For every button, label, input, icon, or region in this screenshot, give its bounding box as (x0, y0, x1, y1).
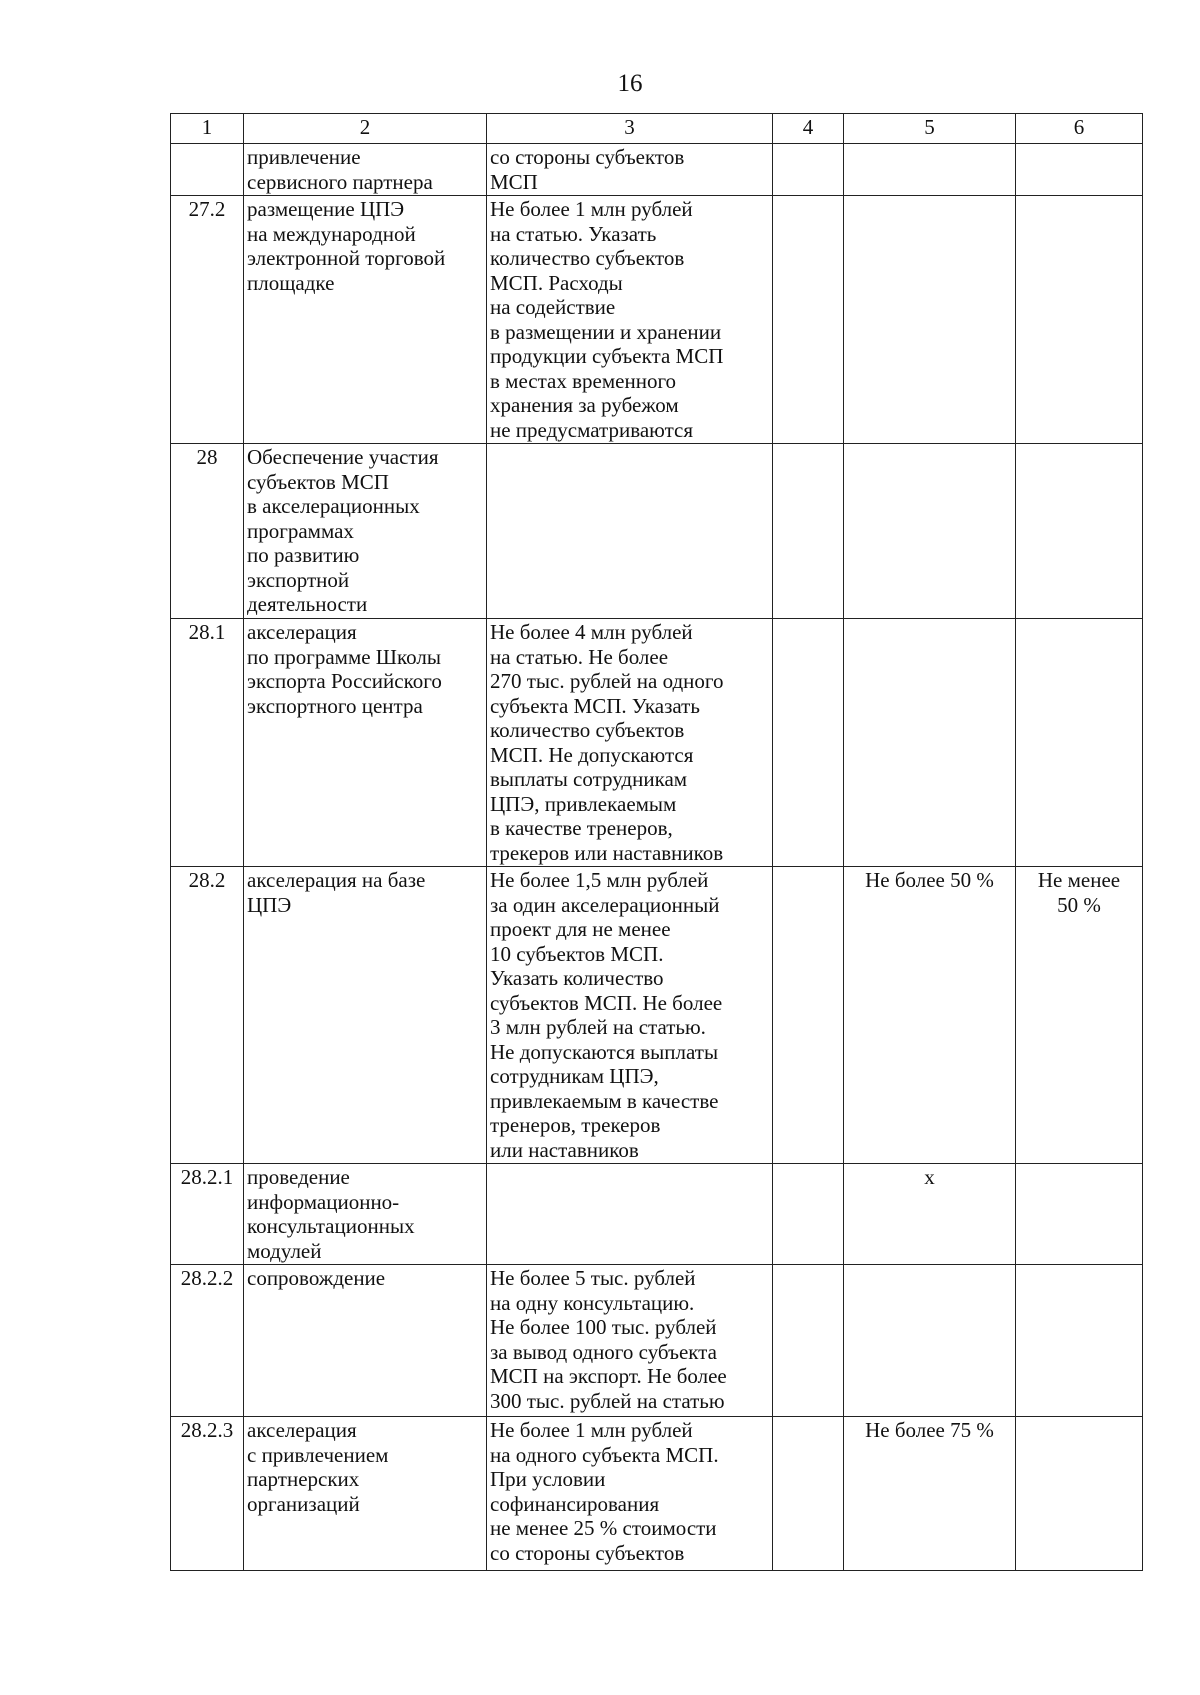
row-col6: Не менее 50 % (1016, 867, 1143, 1164)
row-col6 (1016, 1164, 1143, 1265)
row-number (171, 144, 244, 196)
row-col6 (1016, 619, 1143, 867)
row-col6 (1016, 196, 1143, 444)
row-conditions: Не более 5 тыс. рублей на одну консультацию. Не более 100 тыс. рублей за вывод одного субъекта МСП на экспорт. Не более 300 тыс. рублей на статью (487, 1265, 773, 1417)
table-header-row (171, 114, 1143, 144)
table-row (171, 1164, 1143, 1265)
column-header: 1 (171, 114, 244, 144)
row-number: 27.2 (171, 196, 244, 444)
row-conditions (487, 444, 773, 619)
table-row (171, 1265, 1143, 1417)
row-col4 (773, 1417, 844, 1571)
row-col5 (844, 1265, 1016, 1417)
row-col5 (844, 196, 1016, 444)
row-conditions: Не более 1,5 млн рублей за один акселерационный проект для не менее 10 субъектов МСП. Указать количество субъектов МСП. Не более 3 млн рублей на статью. Не допускаются выплаты сотрудникам ЦПЭ, привлекаемым в качестве тренеров, трекеров или наставников (487, 867, 773, 1164)
table-row (171, 867, 1143, 1164)
table-row (171, 444, 1143, 619)
row-conditions: Не более 4 млн рублей на статью. Не более 270 тыс. рублей на одного субъекта МСП. Указать количество субъектов МСП. Не допускаются выплаты сотрудникам ЦПЭ, привлекаемым в качестве тренеров, трекеров или наставников (487, 619, 773, 867)
row-number: 28.2.3 (171, 1417, 244, 1571)
table-row (171, 144, 1143, 196)
row-col4 (773, 196, 844, 444)
column-header: 5 (844, 114, 1016, 144)
row-number: 28.2 (171, 867, 244, 1164)
row-col5 (844, 619, 1016, 867)
row-number: 28.2.2 (171, 1265, 244, 1417)
row-name: акселерация по программе Школы экспорта Российского экспортного центра (244, 619, 487, 867)
row-col5 (844, 444, 1016, 619)
table-row (171, 1417, 1143, 1571)
row-col5 (844, 144, 1016, 196)
row-col5: Не более 50 % (844, 867, 1016, 1164)
row-name: размещение ЦПЭ на международной электронной торговой площадке (244, 196, 487, 444)
row-conditions: Не более 1 млн рублей на одного субъекта МСП. При условии софинансирования не менее 25 % стоимости со стороны субъектов (487, 1417, 773, 1571)
row-col4 (773, 444, 844, 619)
row-name: Обеспечение участия субъектов МСП в акселерационных программах по развитию экспортной деятельности (244, 444, 487, 619)
row-conditions: Не более 1 млн рублей на статью. Указать количество субъектов МСП. Расходы на содействие в размещении и хранении продукции субъекта МСП в местах временного хранения за рубежом не предусматриваются (487, 196, 773, 444)
row-col4 (773, 867, 844, 1164)
row-number: 28.2.1 (171, 1164, 244, 1265)
row-col4 (773, 144, 844, 196)
row-conditions: со стороны субъектов МСП (487, 144, 773, 196)
row-number: 28 (171, 444, 244, 619)
row-name: привлечение сервисного партнера (244, 144, 487, 196)
column-header: 2 (244, 114, 487, 144)
column-header: 3 (487, 114, 773, 144)
page-number: 16 (617, 70, 643, 97)
row-col4 (773, 1164, 844, 1265)
column-header: 6 (1016, 114, 1143, 144)
row-col4 (773, 619, 844, 867)
row-col6 (1016, 1417, 1143, 1571)
row-name: акселерация с привлечением партнерских организаций (244, 1417, 487, 1571)
document-table (170, 113, 1143, 1571)
row-col6 (1016, 144, 1143, 196)
row-col5: x (844, 1164, 1016, 1265)
row-name: проведение информационно- консультационных модулей (244, 1164, 487, 1265)
column-header: 4 (773, 114, 844, 144)
table-row (171, 196, 1143, 444)
row-col6 (1016, 444, 1143, 619)
row-col5: Не более 75 % (844, 1417, 1016, 1571)
row-name: акселерация на базе ЦПЭ (244, 867, 487, 1164)
row-col4 (773, 1265, 844, 1417)
row-col6 (1016, 1265, 1143, 1417)
row-name: сопровождение (244, 1265, 487, 1417)
row-conditions (487, 1164, 773, 1265)
table-row (171, 619, 1143, 867)
row-number: 28.1 (171, 619, 244, 867)
